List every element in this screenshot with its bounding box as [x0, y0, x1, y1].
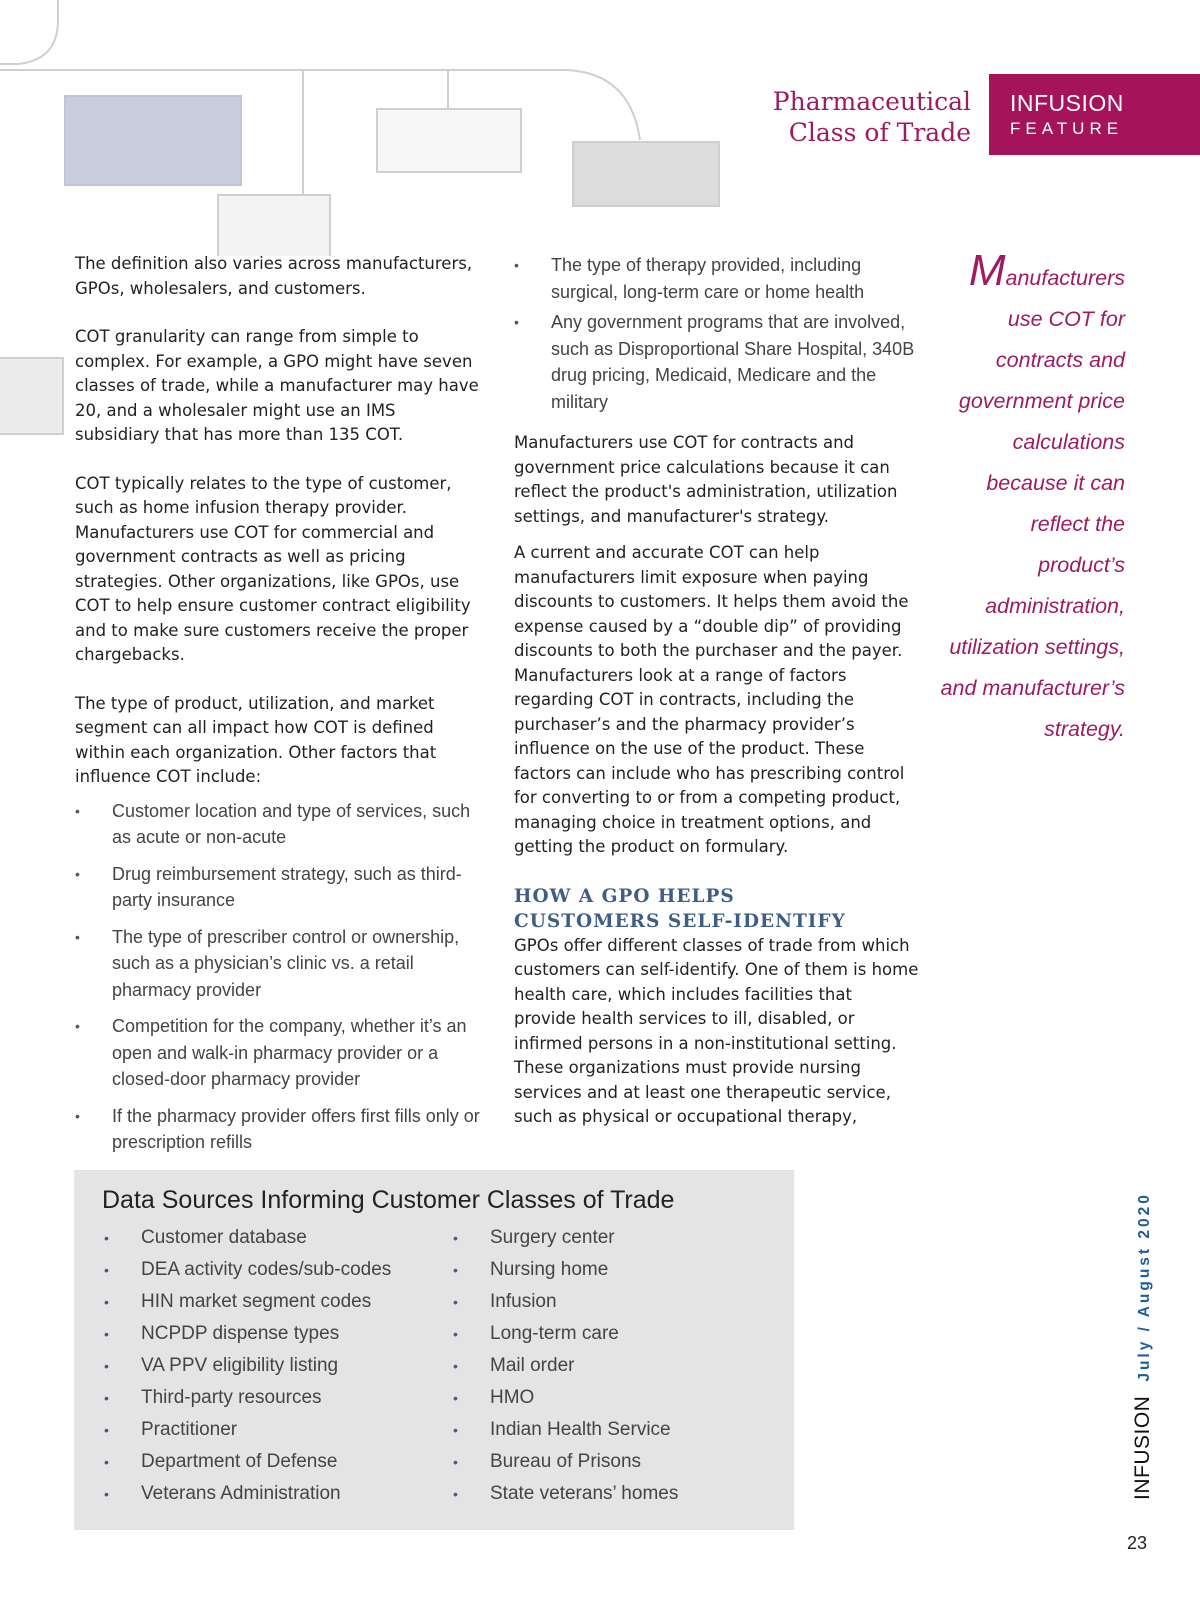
list-item: • Bureau of Prisons: [451, 1446, 781, 1478]
list-item: • Mail order: [451, 1350, 781, 1382]
bullet-icon: •: [104, 1230, 109, 1246]
list-item: • Competition for the company, whether it’s an open and walk-in pharmacy provider or a closed-door pharmacy provider: [75, 1013, 480, 1093]
badge-logo: INFUSION: [1010, 90, 1124, 116]
col1-paragraph-2: COT granularity can range from simple to complex. For example, a GPO might have seven classes of trade, while a manufacturer may have 20, and a wholesaler might use an IMS subsidiary that has more than 135 COT.: [75, 327, 479, 444]
col2-paragraph-3: GPOs offer different classes of trade from which customers can self-identify. One of them is home health care, which includes facilities that provide health services to ill, disabled, or infirmed persons in a non-institutional setting. These organizations must provide nursing services and at least one therapeutic service, such as physical or occupational therapy,: [514, 935, 919, 1126]
infusion-feature-badge: [989, 74, 1200, 155]
list-item: • Veterans Administration: [102, 1478, 432, 1510]
bullet-icon: •: [453, 1230, 458, 1246]
list-item: • State veterans’ homes: [451, 1478, 781, 1510]
list-item: • DEA activity codes/sub-codes: [102, 1254, 432, 1286]
bullet-icon: •: [104, 1486, 109, 1502]
list-item: • HIN market segment codes: [102, 1286, 432, 1318]
pull-quote: [940, 246, 1125, 750]
vertical-folio: [1131, 1192, 1155, 1500]
column-1: [75, 252, 480, 1166]
list-item: • Third-party resources: [102, 1382, 432, 1414]
bullet-icon: •: [104, 1326, 109, 1342]
list-item: • Surgery center: [451, 1222, 781, 1254]
list-item: • NCPDP dispense types: [102, 1318, 432, 1350]
bullet-icon: •: [453, 1294, 458, 1310]
list-item: • VA PPV eligibility listing: [102, 1350, 432, 1382]
bullet-icon: •: [453, 1326, 458, 1342]
bullet-icon: •: [75, 1107, 80, 1124]
bullet-icon: •: [453, 1486, 458, 1502]
badge-subtitle: FEATURE: [1010, 119, 1124, 138]
section-heading-line2: CUSTOMERS SELF-IDENTIFY: [514, 910, 846, 932]
list-item: • The type of therapy provided, including surgical, long-term care or home health: [514, 252, 919, 305]
sidebar-list-left: [102, 1222, 432, 1510]
list-item: • Infusion: [451, 1286, 781, 1318]
list-item: • Drug reimbursement strategy, such as third-party insurance: [75, 861, 480, 914]
bullet-icon: •: [453, 1262, 458, 1278]
folio-logo: INFUSION: [1131, 1395, 1154, 1500]
column-2: [514, 252, 919, 1154]
bullet-icon: •: [514, 314, 519, 330]
feature-title: [773, 86, 971, 148]
col2-factor-list: [514, 252, 919, 415]
col1-paragraph-1: The definition also varies across manufacturers, GPOs, wholesalers, and customers.: [75, 254, 473, 298]
page-number: 23: [1127, 1533, 1148, 1553]
org-box-gray: [572, 141, 720, 207]
col1-paragraph-3: COT typically relates to the type of customer, such as home infusion therapy provider. Manufacturers use COT for commercial and government contracts as well as pricing strategies. Other organizations, like GPOs, use COT to help ensure customer contract eligibility and to make sure customers receive the proper chargebacks.: [75, 473, 471, 664]
bullet-icon: •: [104, 1454, 109, 1470]
col1-paragraph-4: The type of product, utilization, and market segment can all impact how COT is defined within each organization. Other factors that influence COT include:: [75, 693, 437, 786]
bullet-icon: •: [104, 1422, 109, 1438]
bullet-icon: •: [75, 802, 80, 819]
bullet-icon: •: [75, 928, 80, 945]
org-box-light: [217, 194, 331, 256]
section-heading: [514, 884, 919, 934]
pull-quote-text: anufacturers use COT for contracts and government price calculations because it can reflect the product’s administration, utilization settings, and manufacturer’s strategy.: [940, 266, 1125, 741]
list-item: • Any government programs that are involved, such as Disproportional Share Hospital, 340B drug pricing, Medicaid, Medicare and the military: [514, 309, 919, 415]
bullet-icon: •: [453, 1358, 458, 1374]
list-item: • The type of prescriber control or ownership, such as a physician’s clinic vs. a retail pharmacy provider: [75, 924, 480, 1004]
bullet-icon: •: [104, 1358, 109, 1374]
pull-quote-initial: M: [968, 246, 1006, 295]
list-item: • Indian Health Service: [451, 1414, 781, 1446]
org-box-white: [376, 108, 522, 173]
col2-paragraph-2: A current and accurate COT can help manufacturers limit exposure when paying discounts to customers. It helps them avoid the expense caused by a “double dip” of providing discounts to both the purchaser and the payer. Manufacturers look at a range of factors regarding COT in contracts, including the purchaser’s and the pharmacy provider’s influence on the use of the product. These factors can include who has prescribing control for converting to or from a competing product, managing choice in treatment options, and getting the product on formulary.: [514, 543, 909, 856]
list-item: • Practitioner: [102, 1414, 432, 1446]
feature-title-line2: Class of Trade: [788, 118, 971, 147]
side-box-light: [0, 357, 64, 435]
col1-factor-list: [75, 798, 480, 1156]
sidebar-list-right: [451, 1222, 781, 1510]
list-item: • Customer location and type of services, such as acute or non-acute: [75, 798, 480, 851]
bullet-icon: •: [453, 1454, 458, 1470]
bullet-icon: •: [453, 1422, 458, 1438]
list-item: • Nursing home: [451, 1254, 781, 1286]
list-item: • Department of Defense: [102, 1446, 432, 1478]
list-item: • Long-term care: [451, 1318, 781, 1350]
issue-date: July / August 2020: [1136, 1192, 1153, 1382]
col2-paragraph-1: Manufacturers use COT for contracts and government price calculations because it can reflect the product's administration, utilization settings, and manufacturer's strategy.: [514, 433, 898, 526]
bullet-icon: •: [104, 1390, 109, 1406]
bullet-icon: •: [104, 1262, 109, 1278]
feature-title-line1: Pharmaceutical: [772, 87, 971, 116]
data-sources-sidebar: [74, 1170, 794, 1530]
bullet-icon: •: [514, 257, 519, 273]
org-box-blue: [64, 95, 242, 186]
sidebar-title: Data Sources Informing Customer Classes of Trade: [102, 1186, 675, 1214]
bullet-icon: •: [75, 865, 80, 882]
section-heading-line1: HOW A GPO HELPS: [514, 885, 735, 907]
list-item: • Customer database: [102, 1222, 432, 1254]
bullet-icon: •: [75, 1018, 80, 1034]
list-item: • HMO: [451, 1382, 781, 1414]
bullet-icon: •: [453, 1390, 458, 1406]
bullet-icon: •: [104, 1294, 109, 1310]
list-item: • If the pharmacy provider offers first fills only or prescription refills: [75, 1103, 480, 1156]
